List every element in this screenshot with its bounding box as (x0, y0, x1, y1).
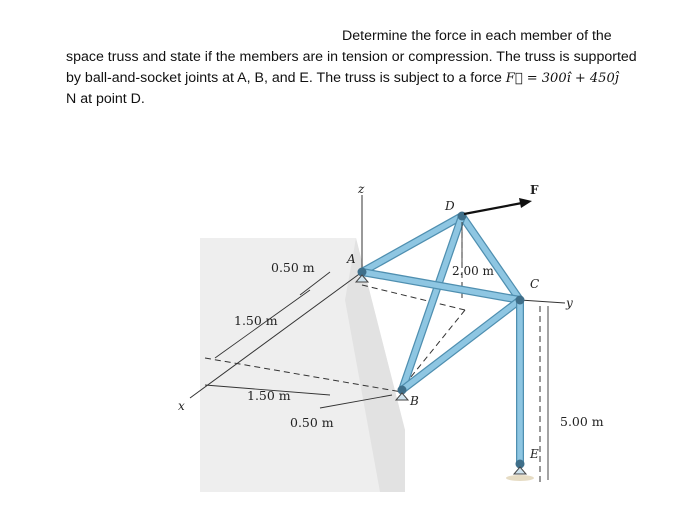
support-E (514, 467, 526, 474)
dim-1-50-left: 1.50 m (234, 313, 278, 328)
y-axis-label: y (566, 296, 573, 310)
dim-0-50-bottom: 0.50 m (290, 415, 334, 430)
force-arrow-head (519, 198, 532, 208)
problem-line-3-text: by ball-and-socket joints at A, B, and E. The truss is subject to a force (66, 70, 502, 86)
dim-2-00: 2.00 m (452, 264, 494, 278)
joint-C (516, 296, 525, 305)
force-label: F (530, 183, 539, 197)
label-C: C (530, 277, 540, 291)
dim-1-50-bottom: 1.50 m (247, 388, 291, 403)
problem-line-1: Determine the force in each member of the (342, 28, 612, 44)
label-A: A (347, 252, 356, 266)
dim-5-00: 5.00 m (560, 414, 604, 429)
dim-0-50-top: 0.50 m (271, 260, 315, 275)
x-axis-label: x (178, 399, 185, 413)
label-B: B (410, 394, 419, 408)
problem-line-4: N at point D. (66, 91, 145, 107)
y-axis (520, 300, 565, 303)
z-axis-label: z (358, 182, 365, 196)
problem-line-2: space truss and state if the members are in tension or compression. The truss is supported (66, 49, 637, 65)
force-formula: F⃗ = 300î + 450ĵ (505, 71, 619, 86)
support-B (396, 393, 408, 400)
label-E: E (530, 447, 539, 461)
label-D: D (445, 199, 455, 213)
force-arrow (464, 203, 522, 214)
